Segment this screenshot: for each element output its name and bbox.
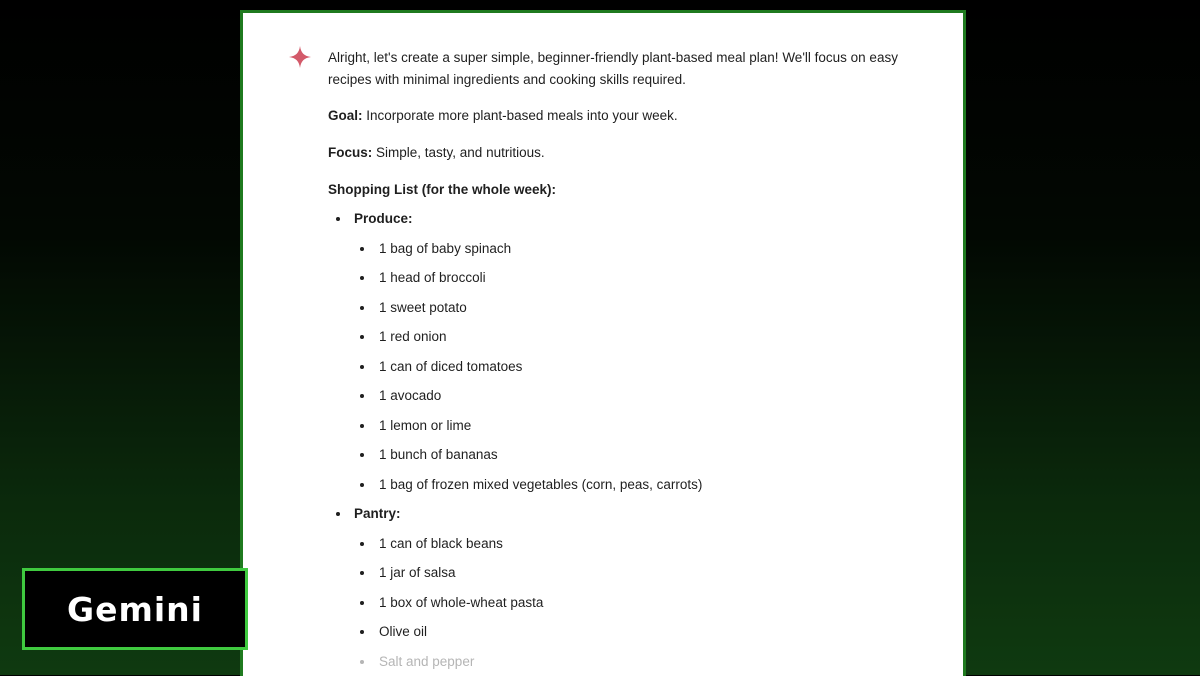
focus-line [328,142,928,164]
response-intro: Alright, let's create a super simple, beginner-friendly plant-based meal plan! We'll focus on easy recipes with minimal ingredients and cooking skills required. [328,50,898,87]
goal-line [328,105,928,127]
list-item: 1 can of black beans [354,533,928,555]
goal-label: Goal: [328,108,363,123]
shopping-list [328,208,928,673]
list-item: 1 jar of salsa [354,562,928,584]
response-body [328,47,928,676]
list-item: 1 lemon or lime [354,415,928,437]
focus-label: Focus: [328,145,373,160]
list-item: 1 sweet potato [354,297,928,319]
gemini-badge [22,568,248,650]
list-item: Olive oil [354,621,928,643]
badge-label: Gemini [67,589,203,629]
category-pantry [328,503,928,673]
shopping-list-heading: Shopping List (for the whole week): [328,182,556,197]
category-label: Produce: [354,211,413,226]
category-produce [328,208,928,496]
produce-items [354,238,928,496]
list-item: 1 bag of baby spinach [354,238,928,260]
list-item: Salt and pepper [354,651,928,673]
list-item: 1 head of broccoli [354,267,928,289]
list-item: 1 box of whole-wheat pasta [354,592,928,614]
list-item: 1 bag of frozen mixed vegetables (corn, peas, carrots) [354,474,928,496]
focus-text: Simple, tasty, and nutritious. [372,145,545,160]
goal-text: Incorporate more plant-based meals into your week. [362,108,678,123]
pantry-items [354,533,928,673]
list-item: 1 bunch of bananas [354,444,928,466]
list-item: 1 can of diced tomatoes [354,356,928,378]
category-label: Pantry: [354,506,401,521]
list-item: 1 avocado [354,385,928,407]
gemini-sparkle-icon [288,45,312,69]
gemini-response-card [240,10,966,676]
list-item: 1 red onion [354,326,928,348]
